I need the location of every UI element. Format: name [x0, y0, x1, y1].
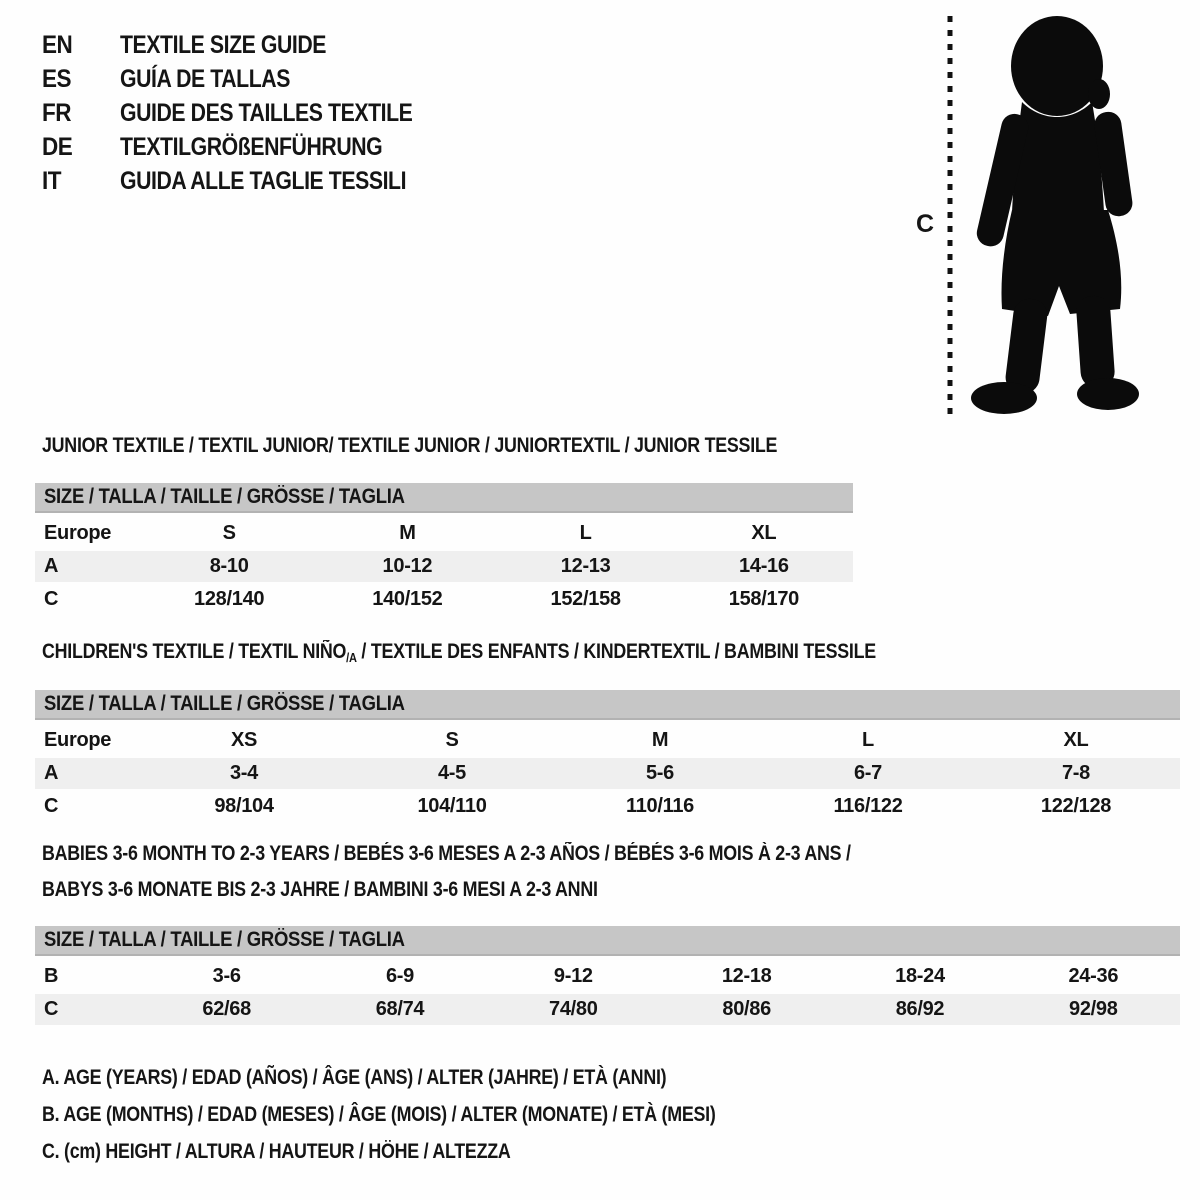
- cell: L: [579, 522, 592, 544]
- row-label: C: [44, 588, 59, 610]
- legend-line-c: C. (cm) HEIGHT / ALTURA / HAUTEUR / HÖHE / ALTEZZA: [42, 1140, 511, 1163]
- cell: 3-6: [212, 965, 241, 987]
- cell: M: [399, 522, 416, 544]
- legend: [42, 1066, 834, 1177]
- cell: XL: [1063, 729, 1089, 751]
- cell: 122/128: [1040, 795, 1112, 817]
- cell: 10-12: [382, 555, 433, 577]
- table-row: [35, 994, 1180, 1025]
- toddler-silhouette-icon: [962, 14, 1140, 425]
- lang-code: IT: [42, 166, 62, 195]
- cell: 98/104: [214, 795, 274, 817]
- cell: 128/140: [194, 588, 265, 610]
- cell: 7-8: [1061, 762, 1090, 784]
- cell: 3-4: [229, 762, 258, 784]
- children-size-table: [35, 690, 1180, 824]
- cell: 110/116: [626, 795, 694, 817]
- cell: M: [651, 729, 669, 751]
- cell: S: [445, 729, 459, 751]
- lang-label: GUIDE DES TAILLES TEXTILE: [120, 98, 413, 127]
- junior-size-table: [35, 483, 853, 617]
- babies-title-line1: BABIES 3-6 MONTH TO 2-3 YEARS / BEBÉS 3-6 MESES A 2-3 AÑOS / BÉBÉS 3-6 MOIS À 2-3 ANS /: [42, 842, 851, 865]
- lang-code: DE: [42, 132, 73, 161]
- cell: 9-12: [553, 965, 593, 987]
- cell: 12-13: [560, 555, 611, 577]
- cell: 116/122: [833, 795, 903, 817]
- children-title-post: / TEXTILE DES ENFANTS / KINDERTEXTIL / BAMBINI TESSILE: [356, 640, 876, 663]
- lang-row-en: [42, 28, 464, 62]
- row-label: B: [44, 965, 59, 987]
- babies-title-line2: BABYS 3-6 MONATE BIS 2-3 JAHRE / BAMBINI 3-6 MESI A 2-3 ANNI: [42, 878, 598, 901]
- size-bar-label: SIZE / TALLA / TAILLE / GRÖSSE / TAGLIA: [44, 485, 405, 508]
- lang-row-es: [42, 62, 464, 96]
- table-header-bar: [35, 926, 1180, 956]
- row-label: Europe: [44, 522, 112, 544]
- children-title-pre: CHILDREN'S TEXTILE / TEXTIL NIÑO: [42, 640, 347, 663]
- table-header-bar: [35, 690, 1180, 720]
- cell: 158/170: [728, 588, 799, 610]
- children-section-title: [42, 640, 876, 665]
- cell: 152/158: [550, 588, 621, 610]
- cell: 80/86: [722, 998, 771, 1020]
- table-row: [35, 551, 853, 582]
- legend-line-a: A. AGE (YEARS) / EDAD (AÑOS) / ÂGE (ANS) / ALTER (JAHRE) / ETÀ (ANNI): [42, 1066, 667, 1089]
- table-row: [35, 961, 1180, 992]
- row-label: Europe: [44, 729, 112, 751]
- size-bar-label: SIZE / TALLA / TAILLE / GRÖSSE / TAGLIA: [44, 928, 405, 951]
- cell: 8-10: [209, 555, 249, 577]
- table-row: [35, 518, 853, 549]
- cell: 74/80: [549, 998, 598, 1020]
- lang-label: TEXTILE SIZE GUIDE: [120, 30, 327, 59]
- cell: 24-36: [1068, 965, 1119, 987]
- size-bar-label: SIZE / TALLA / TAILLE / GRÖSSE / TAGLIA: [44, 692, 405, 715]
- lang-label: TEXTILGRÖßENFÜHRUNG: [120, 132, 383, 161]
- lang-code: ES: [42, 64, 72, 93]
- lang-row-fr: [42, 96, 464, 130]
- height-measure-label: C: [916, 210, 935, 238]
- cell: 18-24: [895, 965, 945, 987]
- table-header-bar: [35, 483, 853, 513]
- babies-section-title: [42, 842, 993, 914]
- table-row: [35, 584, 853, 615]
- cell: 86/92: [895, 998, 945, 1020]
- babies-size-table: [35, 926, 1180, 1027]
- cell: 104/110: [417, 795, 487, 817]
- cell: 12-18: [721, 965, 772, 987]
- row-label: C: [44, 795, 59, 817]
- language-header: [42, 28, 464, 198]
- cell: S: [222, 522, 236, 544]
- height-dashed-line-icon: [946, 16, 954, 420]
- children-title-sub: /A: [346, 650, 357, 665]
- row-label: C: [44, 998, 59, 1020]
- lang-code: EN: [42, 30, 73, 59]
- legend-line-b: B. AGE (MONTHS) / EDAD (MESES) / ÂGE (MOIS) / ALTER (MONATE) / ETÀ (MESI): [42, 1103, 716, 1126]
- row-label: A: [44, 555, 59, 577]
- table-row: [35, 758, 1180, 789]
- cell: 4-5: [437, 762, 466, 784]
- cell: 14-16: [739, 555, 789, 577]
- lang-label: GUIDA ALLE TAGLIE TESSILI: [120, 166, 407, 195]
- junior-section-title: JUNIOR TEXTILE / TEXTIL JUNIOR/ TEXTILE JUNIOR / JUNIORTEXTIL / JUNIOR TESSILE: [42, 434, 778, 457]
- row-label: A: [44, 762, 59, 784]
- cell: 6-9: [385, 965, 414, 987]
- cell: 92/98: [1069, 998, 1118, 1020]
- cell: XL: [751, 522, 777, 544]
- cell: XS: [230, 729, 258, 751]
- lang-row-it: [42, 164, 464, 198]
- cell: L: [862, 729, 874, 751]
- cell: 6-7: [853, 762, 882, 784]
- table-row: [35, 725, 1180, 756]
- lang-code: FR: [42, 98, 72, 127]
- cell: 140/152: [372, 588, 443, 610]
- table-row: [35, 791, 1180, 822]
- lang-label: GUÍA DE TALLAS: [120, 64, 290, 93]
- cell: 5-6: [645, 762, 674, 784]
- lang-row-de: [42, 130, 464, 164]
- cell: 68/74: [375, 998, 425, 1020]
- cell: 62/68: [202, 998, 251, 1020]
